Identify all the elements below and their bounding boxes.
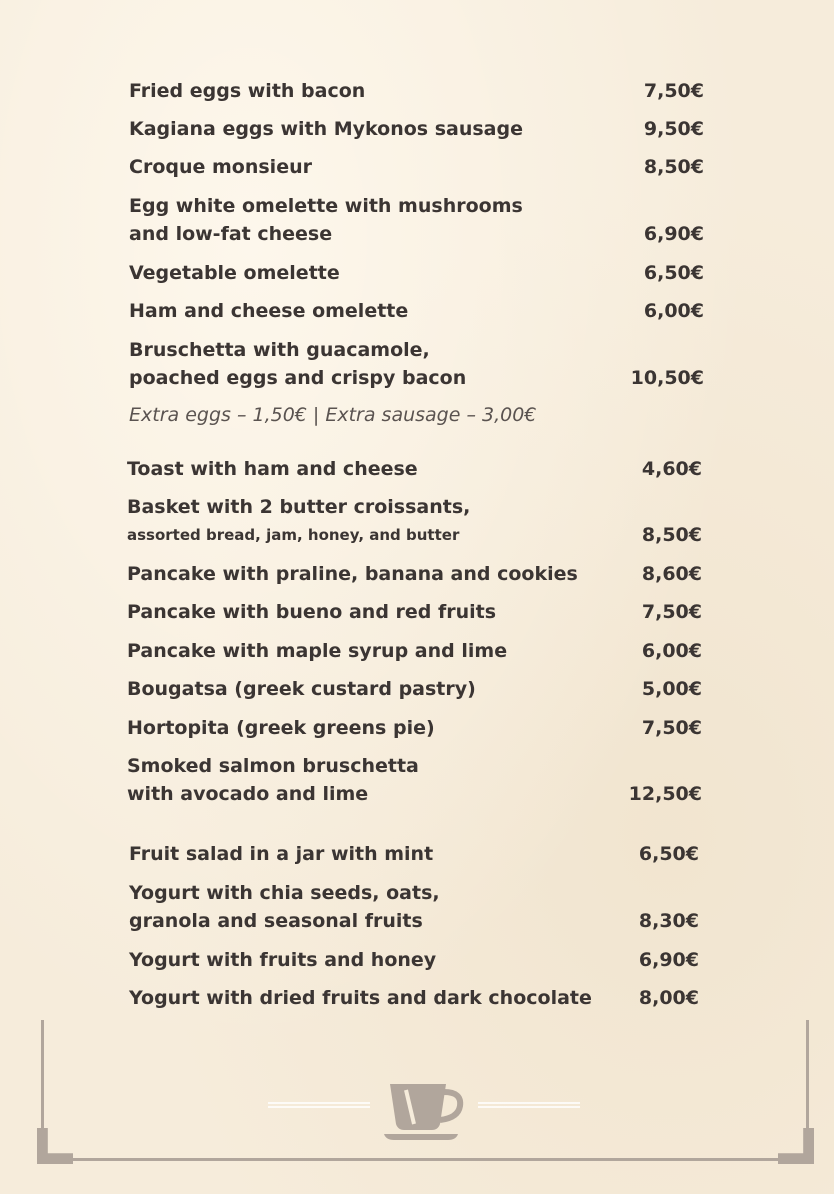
item-price: 7,50€: [641, 601, 702, 623]
menu-item: [129, 984, 699, 1012]
item-price: 8,00€: [638, 987, 699, 1009]
item-price: 6,90€: [643, 223, 704, 245]
decorative-line-right: [478, 1102, 580, 1110]
item-price: 12,50€: [628, 783, 702, 805]
item-name: Fried eggs with bacon: [129, 80, 366, 102]
decorative-line-left: [268, 1102, 370, 1110]
item-name: Vegetable omelette: [129, 262, 340, 284]
item-name: Bougatsa (greek custard pastry): [127, 678, 476, 700]
menu-item: [129, 115, 704, 143]
item-price: 6,00€: [641, 640, 702, 662]
frame-bottom-border: [41, 1158, 809, 1161]
menu-item: [129, 259, 704, 287]
item-price: 5,00€: [641, 678, 702, 700]
item-price: 8,60€: [641, 563, 702, 585]
item-name: Egg white omelette with mushrooms: [129, 195, 523, 217]
menu-item: [129, 946, 699, 974]
menu-item: [129, 879, 699, 935]
item-price: 10,50€: [630, 367, 704, 389]
menu-item: [127, 455, 702, 483]
item-price: 4,60€: [641, 458, 702, 480]
item-name: Yogurt with fruits and honey: [129, 949, 437, 971]
item-price: 7,50€: [641, 717, 702, 739]
menu-item: [129, 336, 704, 392]
item-description: assorted bread, jam, honey, and butter: [127, 526, 460, 544]
item-name: Kagiana eggs with Mykonos sausage: [129, 118, 523, 140]
menu-item: [127, 637, 702, 665]
menu-item: [127, 560, 702, 588]
item-name: Ham and cheese omelette: [129, 300, 409, 322]
menu-item: [129, 297, 704, 325]
item-price: 6,50€: [643, 262, 704, 284]
item-name-line2: and low-fat cheese: [129, 223, 333, 245]
item-name: Pancake with bueno and red fruits: [127, 601, 497, 623]
item-price: 8,50€: [643, 156, 704, 178]
menu-item: [127, 714, 702, 742]
menu-item: [129, 192, 704, 248]
item-name: Fruit salad in a jar with mint: [129, 843, 434, 865]
coffee-cup-icon: [384, 1080, 466, 1140]
item-name: Yogurt with dried fruits and dark chocolate: [129, 987, 592, 1009]
item-name-line2: poached eggs and crispy bacon: [129, 367, 467, 389]
item-name: Yogurt with chia seeds, oats,: [129, 882, 440, 904]
item-price: 8,50€: [641, 524, 702, 546]
item-name: Bruschetta with guacamole,: [129, 339, 430, 361]
item-price: 7,50€: [643, 80, 704, 102]
item-price: 6,00€: [643, 300, 704, 322]
item-name-line2: granola and seasonal fruits: [129, 910, 423, 932]
item-name-line2: with avocado and lime: [127, 783, 369, 805]
item-name: Basket with 2 butter croissants,: [127, 496, 471, 518]
item-name: Hortopita (greek greens pie): [127, 717, 435, 739]
item-price: 6,50€: [638, 843, 699, 865]
menu-item: [129, 77, 704, 105]
menu-item: [129, 840, 699, 868]
menu-item: [129, 153, 704, 181]
item-price: 9,50€: [643, 118, 704, 140]
item-name: Toast with ham and cheese: [127, 458, 418, 480]
menu-item: [127, 752, 702, 808]
item-price: 6,90€: [638, 949, 699, 971]
frame-corner-left: [37, 1128, 73, 1164]
extras-note: Extra eggs – 1,50€ | Extra sausage – 3,00€: [129, 404, 537, 426]
menu-item: [127, 598, 702, 626]
item-name: Pancake with praline, banana and cookies: [127, 563, 578, 585]
menu-item: [127, 493, 702, 549]
item-price: 8,30€: [638, 910, 699, 932]
item-name: Croque monsieur: [129, 156, 312, 178]
frame-corner-right: [778, 1128, 814, 1164]
item-name: Smoked salmon bruschetta: [127, 755, 419, 777]
menu-item: [127, 675, 702, 703]
item-name: Pancake with maple syrup and lime: [127, 640, 508, 662]
